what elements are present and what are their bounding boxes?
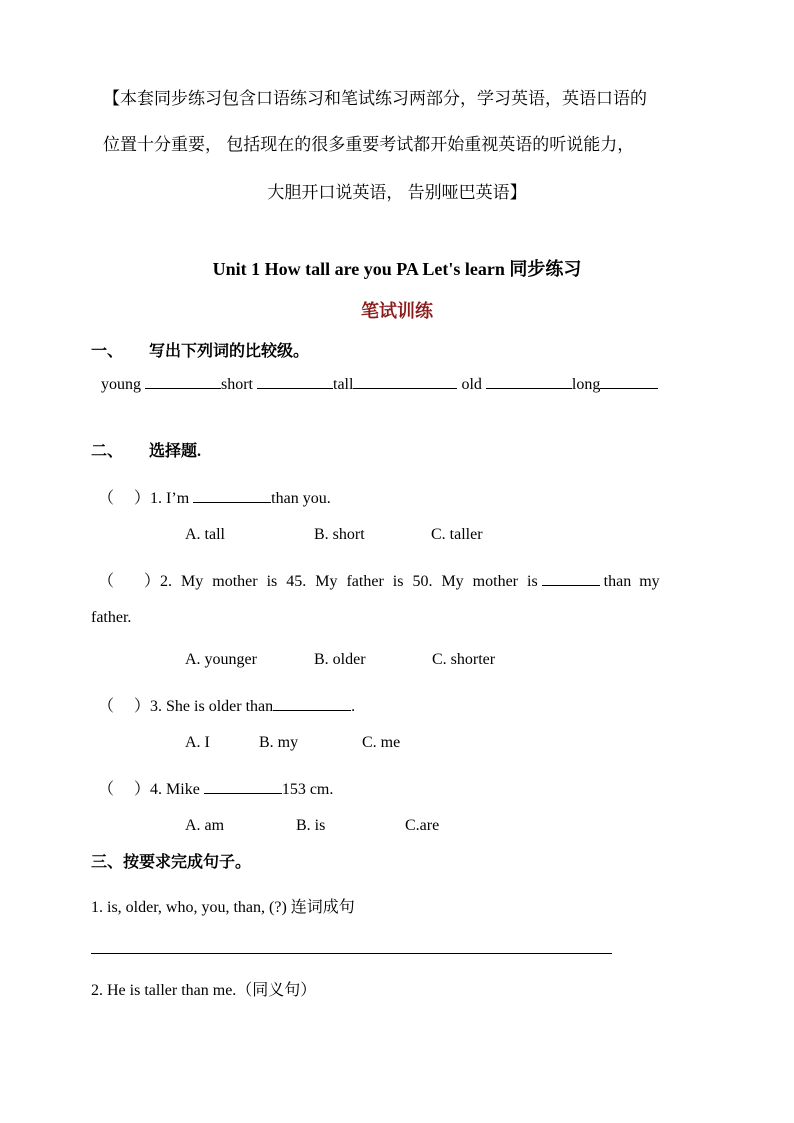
- word-tall: tall: [333, 376, 354, 393]
- q1-prefix: 1. I’m: [150, 490, 190, 507]
- section2-heading: [91, 438, 201, 461]
- question-4: [98, 776, 333, 799]
- answer-line-1[interactable]: [91, 953, 612, 954]
- section1-word-row: [101, 374, 658, 394]
- section1-heading: [91, 338, 309, 361]
- q1-paren-close: ）: [134, 490, 151, 507]
- q4-option-b: B. is: [296, 817, 326, 834]
- word-short: short: [221, 376, 253, 393]
- section2-title: 选择题.: [149, 443, 202, 460]
- section3-heading: 三、按要求完成句子。: [91, 854, 252, 871]
- question-3: [98, 693, 355, 716]
- q4-blank: [204, 779, 282, 794]
- q4-option-c: C.are: [405, 817, 440, 834]
- word-long: long: [571, 376, 601, 393]
- q2-paren-close: ）: [144, 573, 161, 590]
- q4-prefix: 4. Mike: [150, 781, 200, 798]
- word-young: young: [101, 376, 141, 393]
- word-old: old: [461, 376, 482, 393]
- section3-item-2: 2. He is taller than me.（同义句）: [91, 982, 317, 999]
- q2-prefix: 2. My mother is 45. My father is 50. My mother is: [160, 573, 538, 590]
- q2-option-a: A. younger: [185, 651, 257, 668]
- q1-option-b: B. short: [314, 526, 365, 543]
- answer-blank-short[interactable]: [257, 374, 333, 389]
- q2-option-b: B. older: [314, 651, 366, 668]
- q3-option-c: C. me: [362, 734, 401, 751]
- page-title: Unit 1 How tall are you PA Let's learn 同步练习: [212, 259, 582, 279]
- q3-prefix: 3. She is older than: [150, 698, 274, 715]
- q3-paren-open: （: [98, 698, 115, 715]
- q1-option-a: A. tall: [185, 526, 225, 543]
- q4-paren-close: ）: [134, 781, 151, 798]
- q4-option-a: A. am: [185, 817, 225, 834]
- q3-suffix: .: [351, 698, 356, 715]
- q1-option-c: C. taller: [431, 526, 483, 543]
- intro-line-1: 【本套同步练习包含口语练习和笔试练习两部分，学习英语，英语口语的: [103, 89, 647, 108]
- answer-blank-tall[interactable]: [353, 374, 457, 389]
- q2-suffix: than my: [603, 573, 660, 590]
- answer-blank-old[interactable]: [486, 374, 572, 389]
- q1-paren-open: （: [98, 490, 115, 507]
- q2-blank: [542, 571, 600, 586]
- answer-blank-long[interactable]: [600, 374, 658, 389]
- section1-title: 写出下列词的比较级。: [149, 343, 310, 360]
- question-2: [98, 568, 702, 591]
- q2-paren-open: （: [98, 573, 115, 590]
- q2-option-c: C. shorter: [432, 651, 496, 668]
- q1-suffix: than you.: [271, 490, 331, 507]
- intro-line-2: 位置十分重要， 包括现在的很多重要考试都开始重视英语的听说能力，: [103, 135, 635, 154]
- section3-item-1: 1. is, older, who, you, than, (?) 连词成句: [91, 899, 355, 916]
- q1-blank: [193, 488, 271, 503]
- question-1: [98, 485, 331, 508]
- section1-number: 一、: [91, 343, 124, 360]
- intro-line-3: 大胆开口说英语， 告别哑巴英语】: [267, 183, 527, 202]
- q2-continued: father.: [91, 609, 132, 626]
- section2-number: 二、: [91, 443, 124, 460]
- q4-paren-open: （: [98, 781, 115, 798]
- answer-blank-young[interactable]: [145, 374, 221, 389]
- q3-paren-close: ）: [134, 698, 151, 715]
- q4-suffix: 153 cm.: [281, 781, 334, 798]
- q3-option-a: A. I: [185, 734, 210, 751]
- page-subtitle: 笔试训练: [361, 301, 433, 321]
- q3-option-b: B. my: [259, 734, 299, 751]
- q3-blank: [273, 696, 351, 711]
